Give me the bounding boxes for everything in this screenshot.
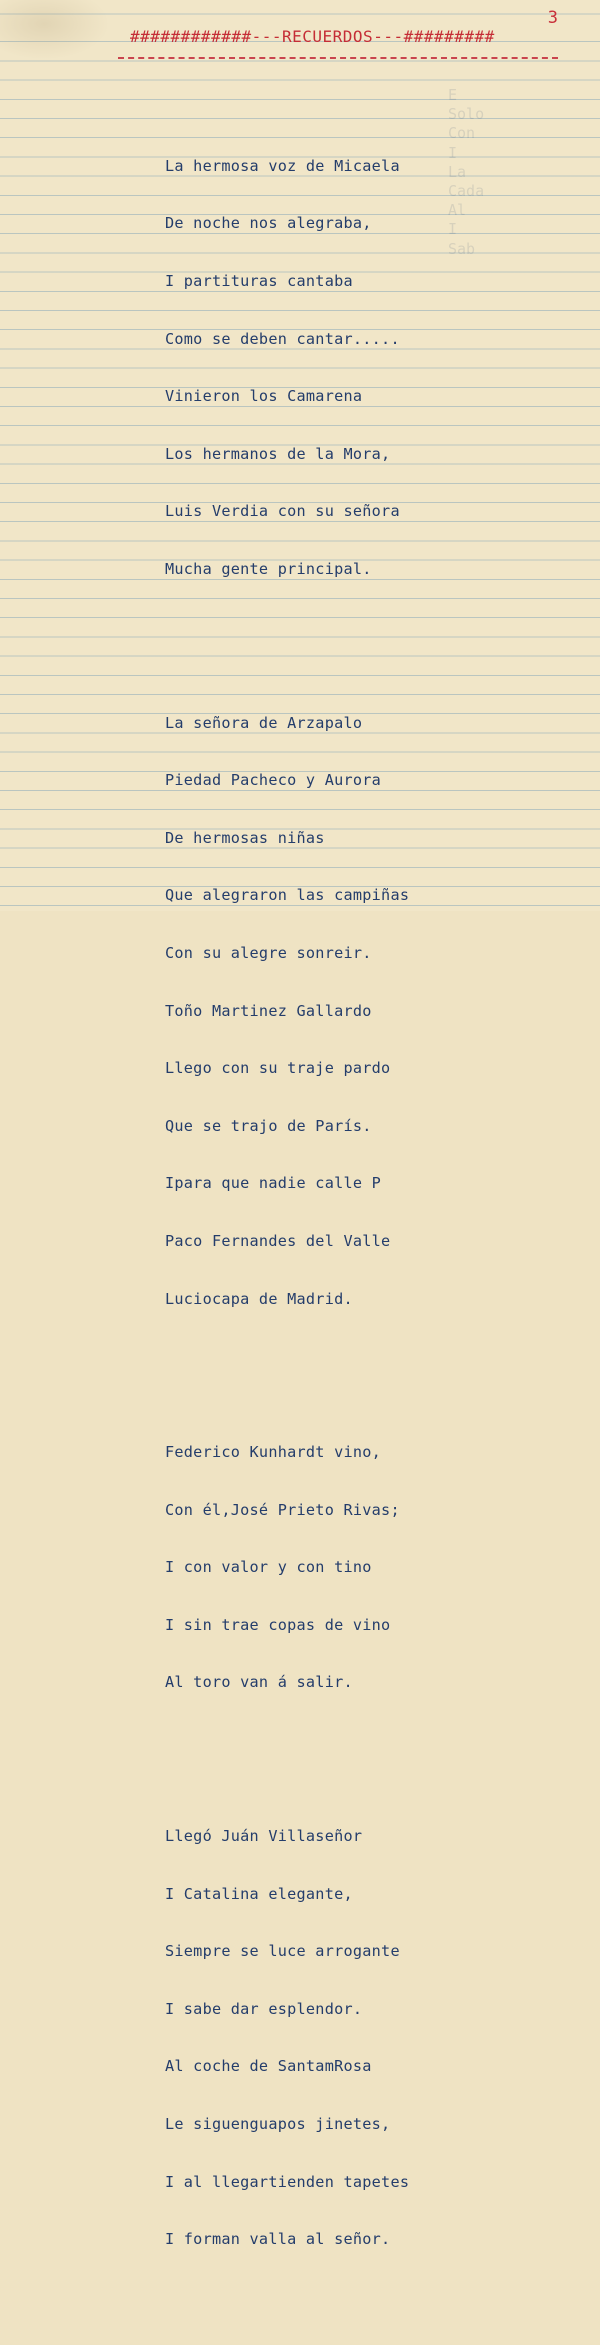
poem-line: I al llegartienden tapetes: [165, 2172, 410, 2191]
poem-line: Paco Fernandes del Valle: [165, 1231, 391, 1250]
poem-line: I Catalina elegante,: [165, 1884, 353, 1903]
poem-line: I partituras cantaba: [165, 272, 353, 290]
poem-line: Ipara que nadie calle P: [165, 1174, 382, 1193]
poem-line: Llego con su traje pardo: [165, 1059, 391, 1078]
stanza: [165, 1405, 409, 1731]
poem-line: Mucha gente principal.: [165, 559, 372, 578]
show-through-text: E Solo Con I La Cada Al I Sab: [448, 86, 485, 258]
poem-line: Piedad Pacheco y Aurora: [165, 771, 382, 790]
poem-line: Como se deben cantar.....: [165, 329, 400, 348]
poem-line: Al toro van á salir.: [165, 1673, 353, 1692]
page-header: ############---RECUERDOS---#########: [130, 27, 495, 46]
poem-line: Vinieron los Camarena: [165, 387, 363, 406]
poem-line: Luis Verdia con su señora: [165, 502, 400, 521]
poem-line: La señora de Arzapalo: [165, 713, 363, 732]
poem-line: De noche nos alegraba,: [165, 214, 372, 233]
paper-stain: [0, 0, 110, 60]
poem-line: Que alegraron las campiñas: [165, 886, 410, 905]
poem-line: Toño Martinez Gallardo: [165, 1001, 372, 1020]
poem-line: De hermosas niñas: [165, 828, 325, 847]
stanza: [165, 118, 409, 617]
poem-line: Con él,José Prieto Rivas;: [165, 1500, 400, 1519]
poem-line: Al coche de SantamRosa: [165, 2057, 372, 2076]
header-divider: [118, 57, 558, 59]
poem-line: Siempre se luce arrogante: [165, 1942, 400, 1961]
poem-line: I forman valla al señor.: [165, 2230, 391, 2249]
poem-line: Los hermanos de la Mora,: [165, 444, 391, 463]
poem: [165, 80, 409, 2345]
poem-line: Con su alegre sonreir.: [165, 943, 372, 962]
poem-line: Federico Kunhardt vino,: [165, 1443, 382, 1462]
poem-line: I sin trae copas de vino: [165, 1615, 391, 1634]
poem-line: Llegó Juán Villaseñor: [165, 1827, 363, 1846]
stanza: [165, 675, 409, 1347]
poem-line: Luciocapa de Madrid.: [165, 1289, 353, 1308]
stanza: [165, 1789, 409, 2288]
poem-line: Le siguenguapos jinetes,: [165, 2115, 391, 2134]
poem-line: Que se trajo de París.: [165, 1116, 372, 1135]
page-number: 3: [547, 8, 558, 28]
poem-line: I sabe dar esplendor.: [165, 1999, 363, 2018]
poem-line: La hermosa voz de Micaela: [165, 156, 400, 175]
poem-line: I con valor y con tino: [165, 1558, 372, 1577]
